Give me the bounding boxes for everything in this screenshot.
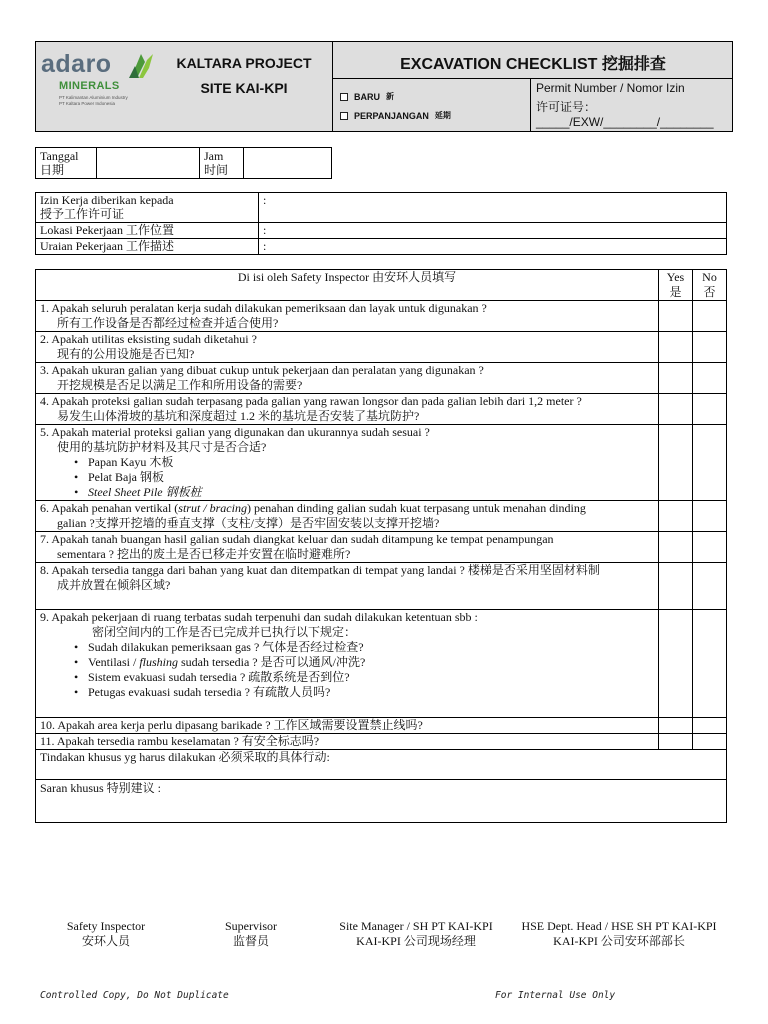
bullet-part: Ventilasi /	[88, 655, 140, 669]
question-text: 3. Apakah ukuran galian yang dibuat cukup untuk pekerjaan dan peralatan yang digunakan ?	[40, 363, 484, 377]
question-text: 1. Apakah seluruh peralatan kerja sudah dilakukan pemeriksaan dan layak untuk digunakan ?	[40, 301, 487, 315]
no-label-cn: 否	[703, 285, 716, 299]
details-label: Izin Kerja diberikan kepada	[40, 193, 174, 207]
signature-role: Supervisor	[225, 919, 277, 933]
signature-safety-inspector	[56, 919, 156, 949]
advice-row	[36, 780, 727, 823]
question-text-cn: 易发生山体滑坡的基坑和深度超过 1.2 米的基坑是否安装了基坑防护?	[57, 409, 420, 423]
signature-role-cn: KAI-KPI 公司现场经理	[356, 934, 476, 948]
details-value-field[interactable]	[259, 223, 727, 239]
question-text-cn: 密闭空间内的工作是否已完成并已执行以下规定：	[92, 625, 357, 639]
option-label: PERPANJANGAN	[354, 110, 429, 121]
bullet-item: • Sudah dilakukan pemeriksaan gas ? 气体是否经过检查?	[40, 640, 654, 655]
no-checkbox[interactable]	[693, 301, 727, 332]
details-label: Uraian Pekerjaan 工作描述	[40, 239, 174, 253]
bullet-part: sudah tersedia ? 是否可以通风/冲洗?	[178, 655, 366, 669]
signature-role: Safety Inspector	[66, 919, 146, 933]
permit-divider	[530, 78, 531, 131]
signature-site-manager	[330, 919, 502, 949]
yes-checkbox[interactable]	[659, 532, 693, 563]
question-text: 7. Apakah tanah buangan hasil galian sudah diangkat keluar dan sudah ditampung ke tempat penampungan	[40, 532, 554, 546]
details-label-cell	[36, 223, 259, 239]
details-label-cell	[36, 193, 259, 223]
question-cell	[36, 363, 659, 394]
question-text: 2. Apakah utilitas eksisting sudah diketahui ?	[40, 332, 257, 346]
question-text-cn: 现有的公用设施是否已知?	[57, 347, 195, 361]
date-time-table	[35, 147, 332, 178]
no-checkbox[interactable]	[693, 501, 727, 532]
option-cn: 延期	[434, 111, 451, 120]
inspection-checklist-table	[35, 269, 727, 823]
question-text-cn: 所有工作设备是否都经过检查并适合使用?	[57, 316, 279, 330]
checklist-row	[36, 394, 727, 425]
yes-checkbox[interactable]	[659, 610, 693, 718]
time-field[interactable]	[244, 148, 332, 179]
question-cell	[36, 718, 659, 734]
question-text: 10. Apakah area kerja perlu dipasang barikade ? 工作区域需要设置禁止线吗?	[40, 718, 423, 732]
date-label-cn: 日期	[40, 163, 65, 177]
yes-checkbox[interactable]	[659, 301, 693, 332]
question-text-cn: 开挖规模是否足以满足工作和所用设备的需要?	[57, 378, 303, 392]
question-text-cn: 成并放置在倾斜区域?	[57, 578, 171, 592]
adaro-minerals-logo	[41, 50, 159, 118]
yes-checkbox[interactable]	[659, 332, 693, 363]
question-emphasis: strut / bracing	[178, 501, 247, 515]
advice-label: Saran khusus 特别建议 :	[40, 781, 161, 795]
advice-field[interactable]	[36, 780, 727, 823]
question-part: 6. Apakah penahan vertikal (	[40, 501, 179, 515]
question-text-cn: galian ?支撑开挖墙的垂直支撑（支柱/支撑）是否牢固安装以支撑开挖墙?	[57, 516, 440, 530]
question-part: ) penahan dinding galian sudah kuat terpasang untuk menahan dinding	[246, 501, 586, 515]
checklist-row	[36, 301, 727, 332]
yes-checkbox[interactable]	[659, 425, 693, 501]
question-text: 4. Apakah proteksi galian sudah terpasang pada galian yang rawan longsor dan pada galian lebih dari 1,2 meter ?	[40, 394, 582, 408]
action-row	[36, 750, 727, 780]
logo-minerals: MINERALS	[59, 80, 120, 92]
bullet-item: • Papan Kayu 木板	[40, 455, 654, 470]
footer-internal-use: For Internal Use Only	[495, 990, 616, 1001]
logo-sub-line: PT Kalimantan Aluminium Industry	[59, 95, 128, 100]
checkbox-icon[interactable]	[340, 93, 348, 101]
action-label: Tindakan khusus yg harus dilakukan 必须采取的具体行动:	[40, 750, 330, 764]
yes-checkbox[interactable]	[659, 501, 693, 532]
details-label-cell	[36, 239, 259, 255]
yes-label-cn: 是	[669, 285, 682, 299]
permit-number-label: Permit Number / Nomor Izin	[536, 81, 685, 95]
question-cell	[36, 301, 659, 332]
date-label-cell	[36, 148, 97, 179]
signature-role: HSE Dept. Head / HSE SH PT KAI-KPI	[521, 919, 717, 933]
signature-hse-dept-head	[512, 919, 726, 949]
no-checkbox[interactable]	[693, 332, 727, 363]
details-label-cn: 授予工作许可证	[40, 207, 125, 221]
no-checkbox[interactable]	[693, 394, 727, 425]
option-cn: 新	[386, 92, 394, 101]
logo-sub-line: PT Kaltara Power Indonesia	[59, 101, 115, 106]
question-cell	[36, 734, 659, 750]
no-checkbox[interactable]	[693, 734, 727, 750]
details-separator: :	[263, 193, 267, 207]
checklist-row	[36, 532, 727, 563]
bullet-item	[40, 655, 654, 670]
bullet-item: • Steel Sheet Pile 钢板桩	[40, 485, 654, 500]
yes-checkbox[interactable]	[659, 734, 693, 750]
yes-header	[659, 270, 693, 301]
site-title: SITE KAI-KPI	[200, 80, 288, 96]
footer-controlled-copy: Controlled Copy, Do Not Duplicate	[40, 990, 229, 1001]
question-text: 5. Apakah material proteksi galian yang digunakan dan ukurannya sudah sesuai ?	[40, 425, 430, 439]
yes-checkbox[interactable]	[659, 394, 693, 425]
signature-role: Site Manager / SH PT KAI-KPI	[339, 919, 493, 933]
signature-role-cn: KAI-KPI 公司安环部部长	[553, 934, 685, 948]
logo-subtitle	[59, 95, 159, 107]
time-label-cell	[200, 148, 244, 179]
action-field[interactable]	[36, 750, 727, 780]
no-checkbox[interactable]	[693, 610, 727, 718]
yes-checkbox[interactable]	[659, 363, 693, 394]
no-checkbox[interactable]	[693, 532, 727, 563]
details-value-field[interactable]	[259, 193, 727, 223]
header-divider	[332, 42, 333, 131]
checklist-row	[36, 425, 727, 501]
question-cell	[36, 332, 659, 363]
question-text	[40, 501, 586, 515]
signature-supervisor	[206, 919, 296, 949]
question-text-cn: sementara ? 挖出的废土是否已移走并安置在临时避难所?	[57, 547, 351, 561]
form-header	[35, 41, 733, 132]
date-field[interactable]	[97, 148, 200, 179]
question-text: 9. Apakah pekerjaan di ruang terbatas sudah terpenuhi dan sudah dilakukan ketentuan sbb :	[40, 610, 478, 624]
bullet-emphasis: flushing	[139, 655, 178, 669]
permit-number-field[interactable]: _____/EXW/________/________	[536, 115, 714, 129]
no-checkbox[interactable]	[693, 563, 727, 610]
question-cell	[36, 532, 659, 563]
question-cell	[36, 563, 659, 610]
checklist-row	[36, 363, 727, 394]
checklist-header-row	[36, 270, 727, 301]
time-label-cn: 时间	[204, 163, 229, 177]
option-perpanjangan[interactable]	[340, 110, 451, 121]
checklist-header: Di isi oleh Safety Inspector 由安环人员填写	[36, 270, 659, 301]
question-text: 8. Apakah tersedia tangga dari bahan yang kuat dan ditempatkan di tempat yang landai ? 楼梯是否采用坚固材料制	[40, 563, 600, 577]
yes-checkbox[interactable]	[659, 718, 693, 734]
no-checkbox[interactable]	[693, 718, 727, 734]
details-separator: :	[263, 223, 267, 237]
checklist-row	[36, 718, 727, 734]
question-cell	[36, 610, 659, 718]
signature-role-cn: 安环人员	[81, 934, 130, 948]
option-label: BARU	[354, 91, 380, 102]
logo-leaf-icon	[127, 52, 155, 80]
checklist-row	[36, 501, 727, 532]
details-value-field[interactable]	[259, 239, 727, 255]
checklist-row	[36, 332, 727, 363]
signature-role-cn: 监督员	[232, 934, 269, 948]
question-cell	[36, 394, 659, 425]
bullet-item: • Pelat Baja 钢板	[40, 470, 654, 485]
time-label: Jam	[204, 149, 224, 163]
question-text: 11. Apakah tersedia rambu keselamatan ? 有安全标志吗?	[40, 734, 320, 748]
permit-details-table	[35, 192, 727, 255]
no-label: No	[702, 270, 717, 284]
permit-number-cn: 许可证号：	[536, 100, 597, 114]
question-cell	[36, 501, 659, 532]
bullet-item: • Petugas evakuasi sudah tersedia ? 有疏散人员吗?	[40, 685, 654, 700]
project-title: KALTARA PROJECT	[176, 55, 312, 71]
bullet-item: • Sistem evakuasi sudah tersedia ? 疏散系统是否到位?	[40, 670, 654, 685]
date-label: Tanggal	[40, 149, 79, 163]
question-text-cn: 使用的基坑防护材料及其尺寸是否合适?	[57, 440, 267, 454]
checkbox-icon[interactable]	[340, 112, 348, 120]
details-separator: :	[263, 239, 267, 253]
no-checkbox[interactable]	[693, 425, 727, 501]
no-checkbox[interactable]	[693, 363, 727, 394]
yes-label: Yes	[666, 270, 685, 284]
checklist-row	[36, 734, 727, 750]
logo-wordmark: adaro	[41, 50, 112, 78]
details-label: Lokasi Pekerjaan 工作位置	[40, 223, 174, 237]
question-cell	[36, 425, 659, 501]
checklist-title: EXCAVATION CHECKLIST 挖掘排查	[400, 56, 666, 73]
option-baru[interactable]	[340, 91, 394, 102]
yes-checkbox[interactable]	[659, 563, 693, 610]
checklist-row	[36, 610, 727, 718]
checklist-row	[36, 563, 727, 610]
header-hline	[332, 78, 732, 79]
no-header	[693, 270, 727, 301]
